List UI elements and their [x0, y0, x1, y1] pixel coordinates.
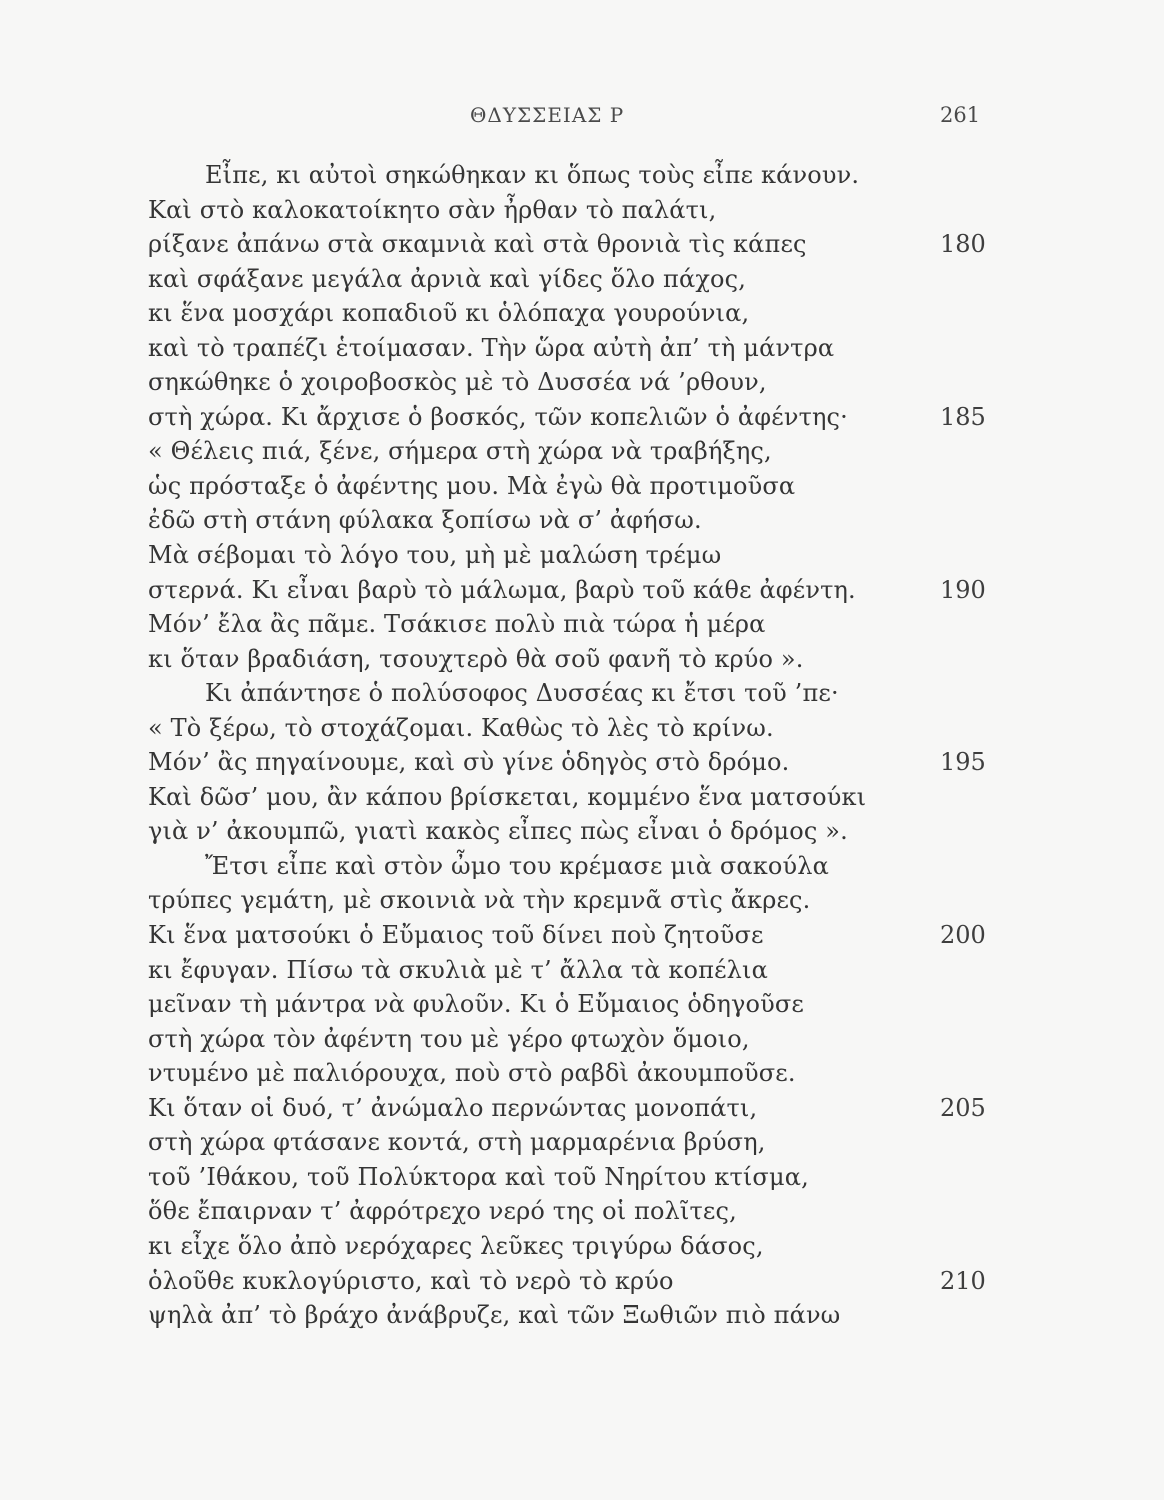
verse-line [0, 676, 1164, 711]
verse-text: Καὶ στὸ καλοκατοίκητο σὰν ἦρθαν τὸ παλάτι, [148, 195, 717, 224]
verse-text: ἐδῶ στὴ στάνη φύλακα ξοπίσω νὰ σ’ ἀφήσω. [148, 506, 702, 535]
verse-text: κι ἕνα μοσχάρι κοπαδιοῦ κι ὁλόπαχα γουρούνια, [148, 299, 750, 328]
line-number: 180 [940, 230, 986, 259]
verse-text: κι ὅταν βραδιάση, τσουχτερὸ θὰ σοῦ φανῆ τὸ κρύο ». [148, 644, 804, 673]
verse-line [0, 365, 1164, 400]
verse-text: Εἶπε, κι αὐτοὶ σηκώθηκαν κι ὅπως τοὺς εἶπε κάνουν. [205, 161, 860, 189]
verse-text: στερνά. Κι εἶναι βαρὺ τὸ μάλωμα, βαρὺ τοῦ κάθε ἀφέντη. [148, 575, 856, 604]
verse-text: τοῦ ’Ιθάκου, τοῦ Πολύκτορα καὶ τοῦ Νηρίτου κτίσμα, [148, 1162, 809, 1191]
verse-text: κι ἔφυγαν. Πίσω τὰ σκυλιὰ μὲ τ’ ἄλλα τὰ κοπέλια [148, 955, 768, 984]
verse-text: Κι ἀπάντησε ὁ πολύσοφος Δυσσέας κι ἔτσι τοῦ ’πε· [205, 679, 839, 708]
verse-text: « Τὸ ξέρω, τὸ στοχάζομαι. Καθὼς τὸ λὲς τὸ κρίνω. [148, 713, 774, 742]
verse-line [0, 918, 1164, 953]
verse-line [0, 711, 1164, 746]
line-number: 195 [940, 748, 986, 777]
verse-line [0, 1194, 1164, 1229]
running-title: ΘΔΥΣΣΕΙΑΣ Ρ [470, 103, 625, 127]
verse-line [0, 607, 1164, 642]
verse-line [0, 780, 1164, 815]
verse-text: ὁλοῦθε κυκλογύριστο, καὶ τὸ νερὸ τὸ κρύο [148, 1266, 674, 1295]
page-number: 261 [940, 103, 981, 127]
verse-line [0, 158, 1164, 193]
verse-text: « Θέλεις πιά, ξένε, σήμερα στὴ χώρα νὰ τραβήξης, [148, 437, 772, 466]
verse-text: Καὶ δῶσ’ μου, ἂν κάπου βρίσκεται, κομμένο ἕνα ματσούκι [148, 782, 867, 811]
verse-line [0, 1056, 1164, 1091]
verse-text: ρίξανε ἀπάνω στὰ σκαμνιὰ καὶ στὰ θρονιὰ τὶς κάπες [148, 230, 807, 259]
verse-line [0, 849, 1164, 884]
verse-line [0, 1160, 1164, 1195]
verse-text: Μὰ σέβομαι τὸ λόγο του, μὴ μὲ μαλώση τρέμω [148, 541, 722, 570]
line-number: 210 [940, 1266, 986, 1295]
verse-line [0, 262, 1164, 297]
verse-line [0, 503, 1164, 538]
poem-text-block [0, 158, 1164, 1333]
verse-line [0, 434, 1164, 469]
line-number: 185 [940, 402, 986, 431]
verse-line [0, 814, 1164, 849]
verse-text: Ἔτσι εἶπε καὶ στὸν ὦμο του κρέμασε μιὰ σακούλα [205, 851, 829, 880]
verse-line [0, 469, 1164, 504]
verse-text: στὴ χώρα τὸν ἀφέντη του μὲ γέρο φτωχὸν ὅμοιο, [148, 1024, 750, 1053]
verse-text: καὶ σφάξανε μεγάλα ἀρνιὰ καὶ γίδες ὅλο πάχος, [148, 264, 746, 293]
verse-line [0, 296, 1164, 331]
verse-text: γιὰ ν’ ἀκουμπῶ, γιατὶ κακὸς εἶπες πὼς εἶναι ὁ δρόμος ». [148, 817, 848, 846]
verse-line [0, 1022, 1164, 1057]
verse-text: ὡς πρόσταξε ὁ ἀφέντης μου. Μὰ ἐγὼ θὰ προτιμοῦσα [148, 471, 796, 500]
verse-line [0, 953, 1164, 988]
verse-line [0, 573, 1164, 608]
line-number: 205 [940, 1093, 986, 1122]
verse-text: κι εἶχε ὅλο ἀπὸ νερόχαρες λεῦκες τριγύρω δάσος, [148, 1231, 764, 1260]
verse-text: Κι ὅταν οἱ δυό, τ’ ἀνώμαλο περνώντας μονοπάτι, [148, 1093, 758, 1122]
verse-line [0, 1091, 1164, 1126]
verse-line [0, 1229, 1164, 1264]
verse-line [0, 1264, 1164, 1299]
verse-text: τρύπες γεμάτη, μὲ σκοινιὰ νὰ τὴν κρεμνᾶ στὶς ἄκρες. [148, 886, 811, 915]
verse-line [0, 331, 1164, 366]
verse-text: Μόν’ ἂς πηγαίνουμε, καὶ σὺ γίνε ὁδηγὸς στὸ δρόμο. [148, 748, 790, 777]
verse-text: ψηλὰ ἀπ’ τὸ βράχο ἀνάβρυζε, καὶ τῶν Ξωθιῶν πιὸ πάνω [148, 1301, 841, 1330]
verse-line [0, 538, 1164, 573]
running-head [0, 103, 1164, 133]
verse-line [0, 400, 1164, 435]
verse-text: στὴ χώρα φτάσανε κοντά, στὴ μαρμαρένια βρύση, [148, 1128, 766, 1157]
verse-text: Κι ἕνα ματσούκι ὁ Εὔμαιος τοῦ δίνει ποὺ ζητοῦσε [148, 921, 764, 950]
verse-line [0, 1125, 1164, 1160]
verse-line [0, 987, 1164, 1022]
verse-text: μεῖναν τὴ μάντρα νὰ φυλοῦν. Κι ὁ Εὔμαιος ὁδηγοῦσε [148, 990, 804, 1019]
verse-line [0, 193, 1164, 228]
verse-text: καὶ τὸ τραπέζι ἑτοίμασαν. Τὴν ὥρα αὐτὴ ἀπ’ τὴ μάντρα [148, 333, 835, 362]
line-number: 200 [940, 921, 986, 950]
verse-line [0, 227, 1164, 262]
verse-line [0, 642, 1164, 677]
verse-text: Μόν’ ἔλα ἂς πᾶμε. Τσάκισε πολὺ πιὰ τώρα ἡ μέρα [148, 610, 766, 639]
verse-text: σηκώθηκε ὁ χοιροβοσκὸς μὲ τὸ Δυσσέα νά ’ρθουν, [148, 368, 767, 397]
line-number: 190 [940, 575, 986, 604]
verse-line [0, 745, 1164, 780]
verse-line [0, 883, 1164, 918]
verse-line [0, 1298, 1164, 1333]
verse-text: στὴ χώρα. Κι ἄρχισε ὁ βοσκός, τῶν κοπελιῶν ὁ ἀφέντης· [148, 402, 848, 431]
verse-text: ντυμένο μὲ παλιόρουχα, ποὺ στὸ ραβδὶ ἀκουμποῦσε. [148, 1059, 796, 1088]
verse-text: ὅθε ἔπαιρναν τ’ ἀφρότρεχο νερό της οἱ πολῖτες, [148, 1197, 737, 1226]
